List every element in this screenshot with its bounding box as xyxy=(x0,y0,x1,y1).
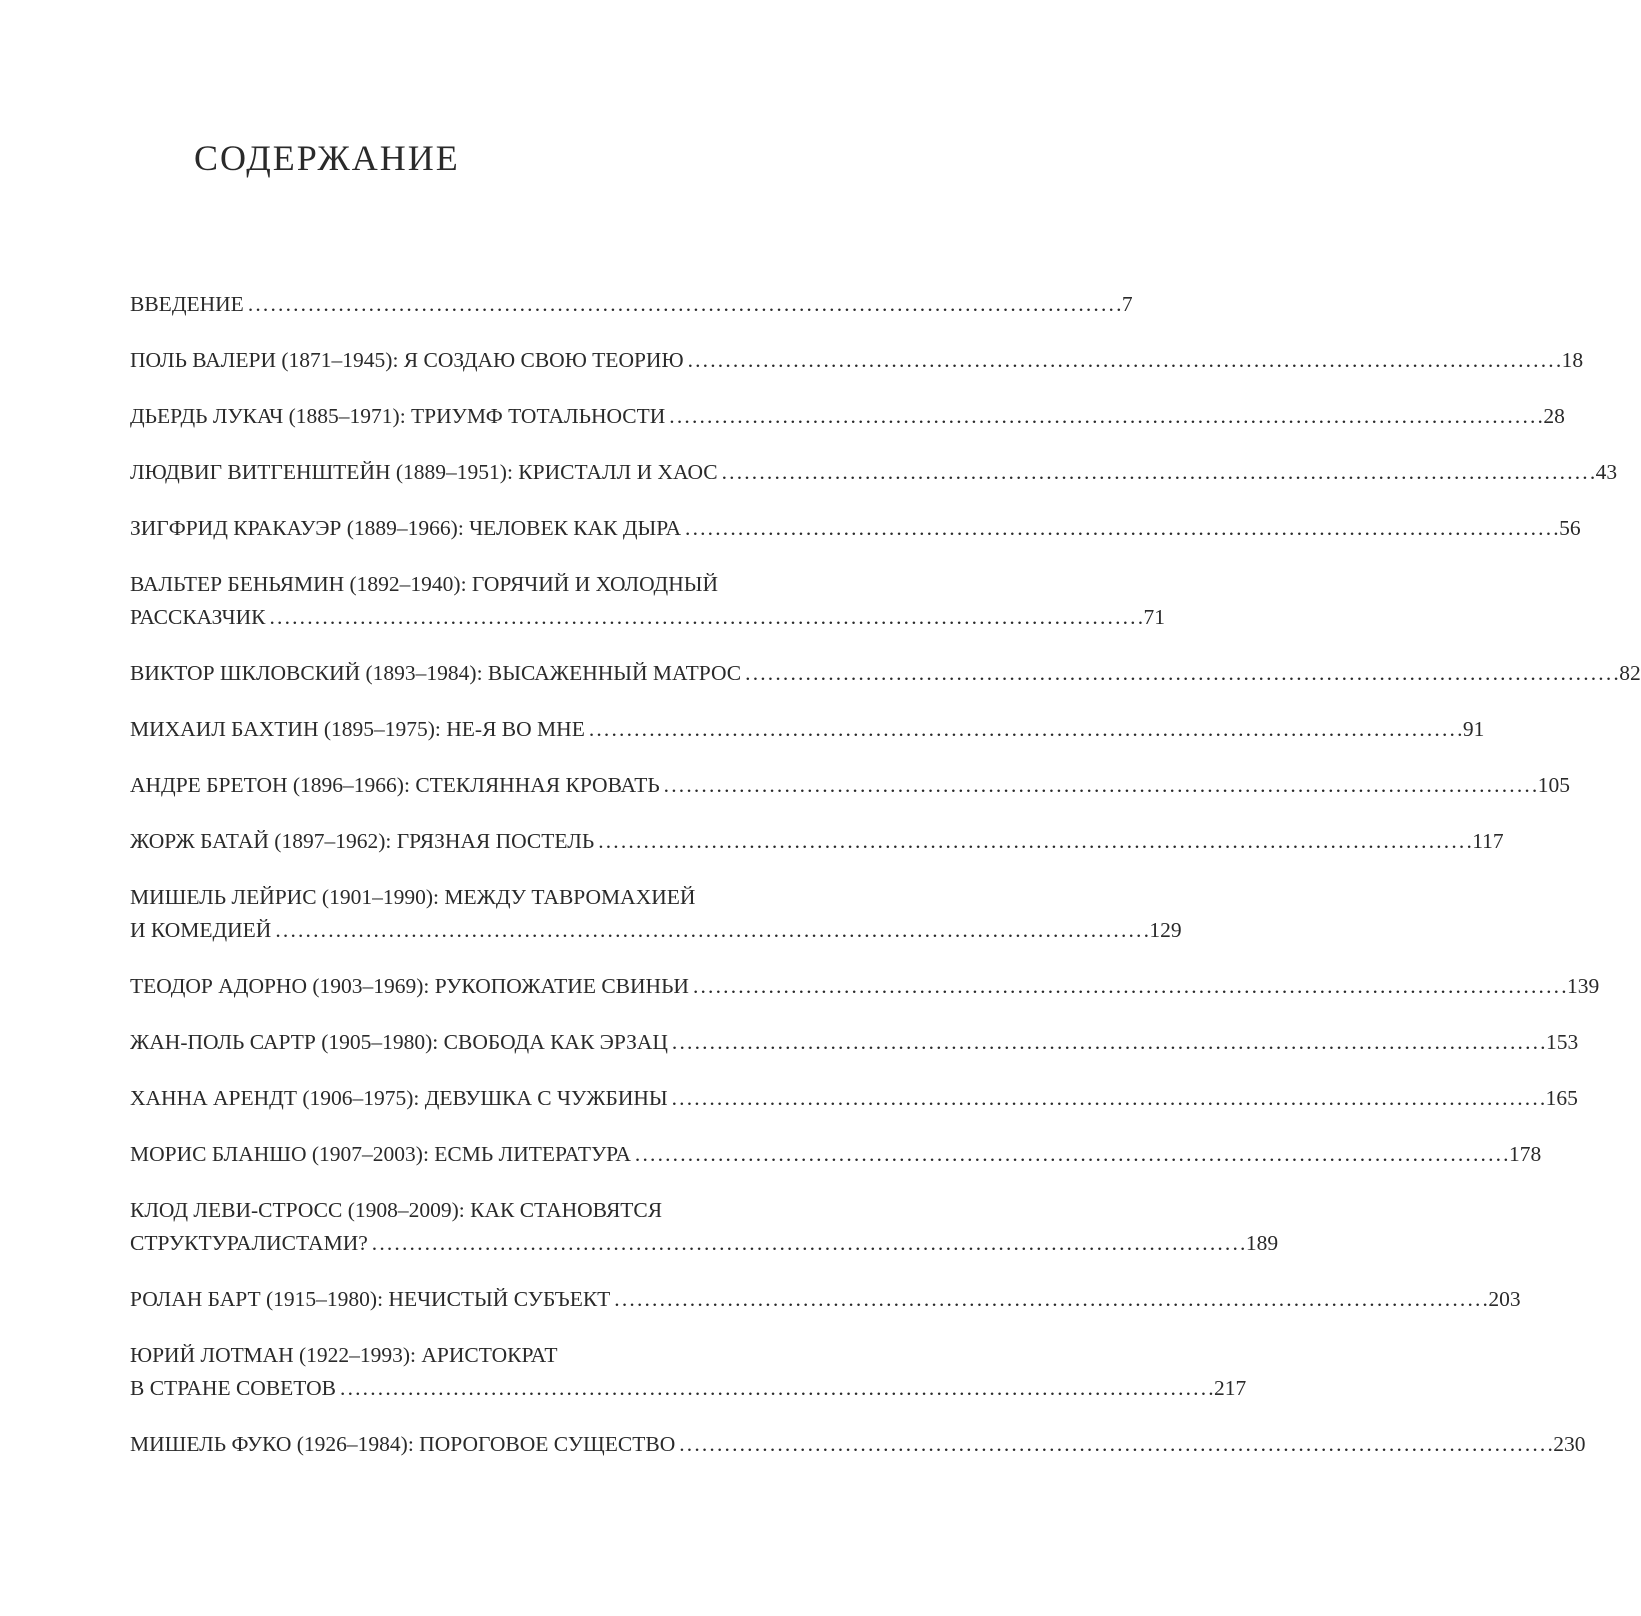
dot-leader xyxy=(745,657,1617,690)
toc-entry-title: ДЬЕРДЬ ЛУКАЧ (1885–1971): ТРИУМФ ТОТАЛЬНОСТИ xyxy=(130,404,666,428)
toc-entry-title: ЛЮДВИГ ВИТГЕНШТЕЙН (1889–1951): КРИСТАЛЛ И ХАОС xyxy=(130,460,718,484)
toc-entry[interactable] xyxy=(130,568,1165,634)
toc-entry-title-line1: МИШЕЛЬ ЛЕЙРИС (1901–1990): МЕЖДУ ТАВРОМАХИЕЙ xyxy=(130,885,696,909)
toc-entry[interactable] xyxy=(130,1428,1586,1461)
dot-leader xyxy=(693,970,1565,1003)
toc-page-number: 105 xyxy=(1537,773,1570,797)
toc-entry[interactable] xyxy=(130,881,1182,947)
toc-page-number: 129 xyxy=(1149,918,1182,942)
toc-page-number: 178 xyxy=(1508,1142,1542,1166)
dot-leader xyxy=(589,713,1461,746)
toc-page-number: 217 xyxy=(1214,1376,1247,1400)
toc-page-number: 43 xyxy=(1595,460,1618,484)
toc-entry-title: ХАННА АРЕНДТ (1906–1975): ДЕВУШКА С ЧУЖБИНЫ xyxy=(130,1086,668,1110)
toc-entry[interactable] xyxy=(130,456,1618,489)
toc-entry[interactable] xyxy=(130,713,1485,746)
toc-page-number: 91 xyxy=(1462,717,1485,741)
dot-leader xyxy=(722,456,1594,489)
toc-entry-title: ПОЛЬ ВАЛЕРИ (1871–1945): Я СОЗДАЮ СВОЮ ТЕОРИЮ xyxy=(130,348,684,372)
toc-entry-title: АНДРЕ БРЕТОН (1896–1966): СТЕКЛЯННАЯ КРОВАТЬ xyxy=(130,773,660,797)
table-of-contents xyxy=(130,288,1641,1484)
toc-entry[interactable] xyxy=(130,1339,1247,1405)
toc-entry-title: ТЕОДОР АДОРНО (1903–1969): РУКОПОЖАТИЕ СВИНЬИ xyxy=(130,974,689,998)
toc-entry[interactable] xyxy=(130,769,1570,802)
toc-page-number: 165 xyxy=(1545,1086,1578,1110)
toc-entry[interactable] xyxy=(130,657,1641,690)
toc-entry-title: ВИКТОР ШКЛОВСКИЙ (1893–1984): ВЫСАЖЕННЫЙ МАТРОС xyxy=(130,661,742,685)
dot-leader xyxy=(672,1082,1544,1115)
toc-entry[interactable] xyxy=(130,970,1600,1003)
toc-entry-title-line1: КЛОД ЛЕВИ-СТРОСС (1908–2009): КАК СТАНОВЯТСЯ xyxy=(130,1198,663,1222)
toc-entry[interactable] xyxy=(130,288,1133,321)
toc-entry-title: В СТРАНЕ СОВЕТОВ xyxy=(130,1376,337,1400)
toc-entry[interactable] xyxy=(130,1138,1542,1171)
toc-entry-title: МИХАИЛ БАХТИН (1895–1975): НЕ-Я ВО МНЕ xyxy=(130,717,585,741)
toc-entry[interactable] xyxy=(130,512,1581,545)
toc-page-number: 18 xyxy=(1561,348,1584,372)
dot-leader xyxy=(598,825,1470,858)
toc-entry-title: ВВЕДЕНИЕ xyxy=(130,292,244,316)
toc-page-number: 203 xyxy=(1488,1287,1521,1311)
toc-entry[interactable] xyxy=(130,344,1584,377)
toc-entry-title: И КОМЕДИЕЙ xyxy=(130,918,272,942)
dot-leader xyxy=(614,1283,1486,1316)
toc-entry[interactable] xyxy=(130,1194,1279,1260)
dot-leader xyxy=(664,769,1536,802)
toc-page-number: 82 xyxy=(1619,661,1641,685)
toc-page-number: 56 xyxy=(1559,516,1581,540)
toc-page-number: 153 xyxy=(1545,1030,1579,1054)
dot-leader xyxy=(275,914,1147,947)
dot-leader xyxy=(635,1138,1507,1171)
dot-leader xyxy=(672,1026,1544,1059)
toc-page-number: 71 xyxy=(1143,605,1165,629)
dot-leader xyxy=(669,400,1541,433)
toc-entry[interactable] xyxy=(130,825,1504,858)
toc-entry-title: РАССКАЗЧИК xyxy=(130,605,266,629)
toc-page-number: 28 xyxy=(1543,404,1565,428)
dot-leader xyxy=(248,288,1120,321)
toc-entry-title: ЗИГФРИД КРАКАУЭР (1889–1966): ЧЕЛОВЕК КАК ДЫРА xyxy=(130,516,682,540)
toc-page-number: 7 xyxy=(1121,292,1133,316)
toc-entry[interactable] xyxy=(130,1082,1578,1115)
dot-leader xyxy=(372,1227,1244,1260)
toc-entry-title-line1: ВАЛЬТЕР БЕНЬЯМИН (1892–1940): ГОРЯЧИЙ И ХОЛОДНЫЙ xyxy=(130,572,718,596)
toc-entry[interactable] xyxy=(130,400,1565,433)
toc-entry-title: ЖАН-ПОЛЬ САРТР (1905–1980): СВОБОДА КАК ЭРЗАЦ xyxy=(130,1030,668,1054)
toc-entry[interactable] xyxy=(130,1026,1579,1059)
toc-page-number: 117 xyxy=(1472,829,1504,853)
toc-entry-title: СТРУКТУРАЛИСТАМИ? xyxy=(130,1231,368,1255)
page-title: СОДЕРЖАНИЕ xyxy=(194,138,460,178)
toc-entry-title: МИШЕЛЬ ФУКО (1926–1984): ПОРОГОВОЕ СУЩЕСТВО xyxy=(130,1432,676,1456)
dot-leader xyxy=(340,1372,1212,1405)
dot-leader xyxy=(688,344,1560,377)
toc-page-number: 230 xyxy=(1553,1432,1586,1456)
toc-entry-title: ЖОРЖ БАТАЙ (1897–1962): ГРЯЗНАЯ ПОСТЕЛЬ xyxy=(130,829,595,853)
toc-entry-title: МОРИС БЛАНШО (1907–2003): ЕСМЬ ЛИТЕРАТУРА xyxy=(130,1142,631,1166)
dot-leader xyxy=(679,1428,1551,1461)
toc-entry-title: РОЛАН БАРТ (1915–1980): НЕЧИСТЫЙ СУБЪЕКТ xyxy=(130,1287,611,1311)
toc-entry-title-line1: ЮРИЙ ЛОТМАН (1922–1993): АРИСТОКРАТ xyxy=(130,1343,558,1367)
toc-page-number: 189 xyxy=(1245,1231,1279,1255)
dot-leader xyxy=(685,512,1557,545)
dot-leader xyxy=(269,601,1141,634)
toc-page-number: 139 xyxy=(1566,974,1600,998)
toc-entry[interactable] xyxy=(130,1283,1521,1316)
